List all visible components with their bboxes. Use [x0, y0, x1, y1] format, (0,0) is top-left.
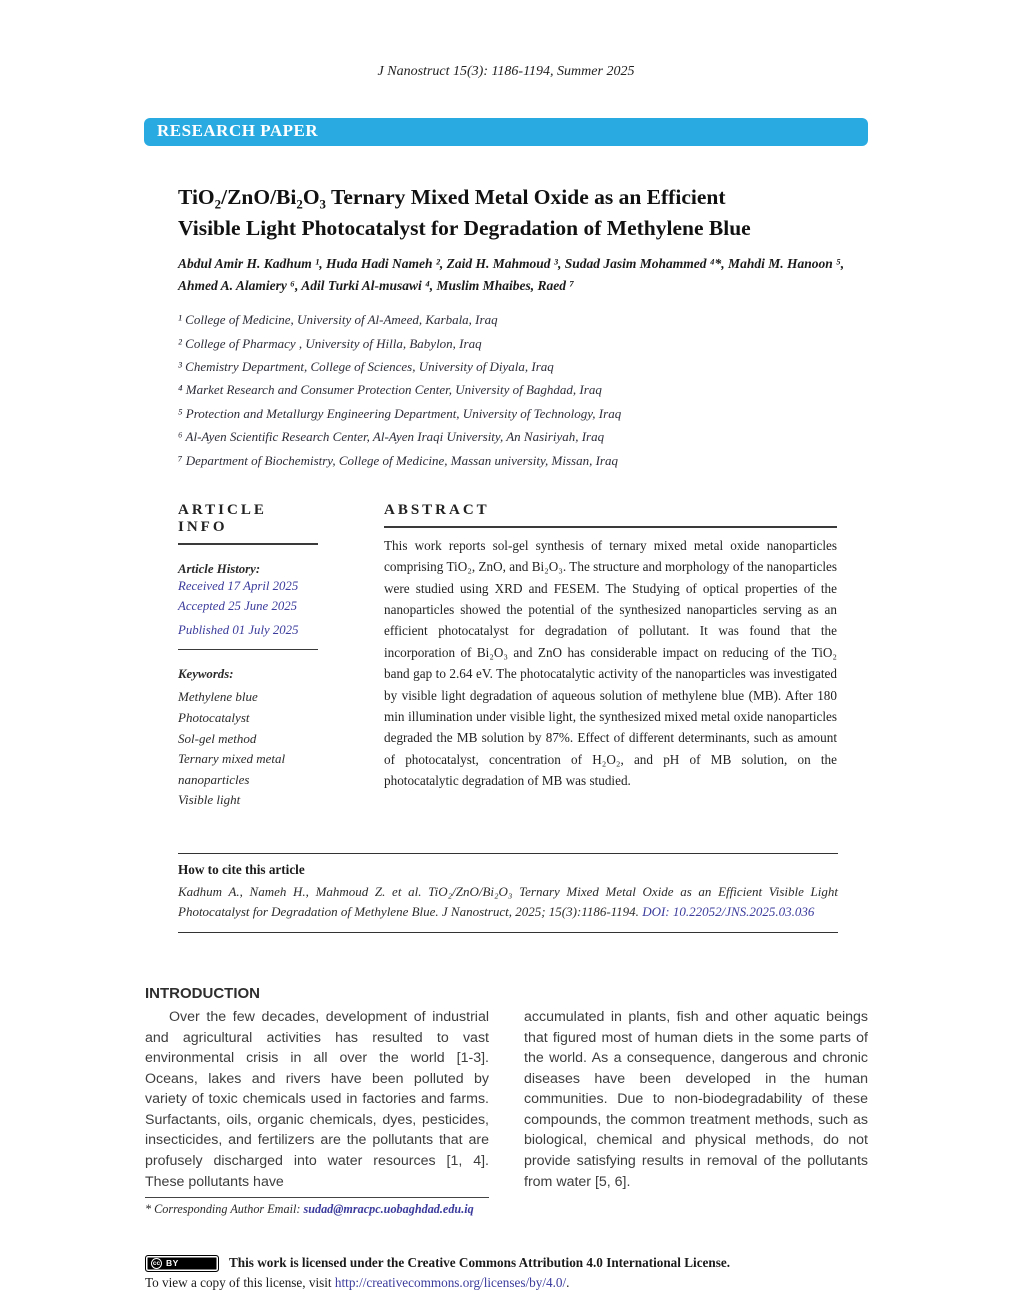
affiliation-7: ⁷ Department of Biochemistry, College of Medicine, Massan university, Missan, Iraq	[178, 452, 618, 468]
keyword-3: Sol-gel method	[178, 730, 257, 746]
introduction-column-left	[145, 1007, 489, 1219]
citation-heading: How to cite this article	[178, 861, 305, 877]
corresponding-author-footnote	[145, 1197, 489, 1219]
introduction-text-right: accumulated in plants, fish and other aquatic beings that figured most of human diets in the some parts of the world. As a consequence, dangerous and chronic diseases have been developed in the human communities. Due to non-biodegradability of these compounds, the common treatment methods, such as biological, chemical and physical methods, do not provide satisfying results in removal of the pollutants from water [5, 6].	[524, 1008, 868, 1190]
article-history-dates	[178, 577, 318, 640]
keyword-2: Photocatalyst	[178, 709, 250, 725]
introduction-section	[145, 985, 868, 1219]
license-url-link[interactable]: http://creativecommons.org/licenses/by/4.0/	[334, 1274, 567, 1290]
research-paper-banner: RESEARCH PAPER	[144, 118, 868, 146]
published-date: Published 01 July 2025	[178, 622, 299, 637]
license-link-prefix: To view a copy of this license, visit	[145, 1274, 335, 1290]
article-info-heading: ARTICLE INFO	[178, 502, 318, 545]
introduction-heading: INTRODUCTION	[145, 984, 260, 1002]
citation-block	[178, 853, 838, 933]
introduction-text-left: Over the few decades, development of industrial and agricultural activities has resulted to vast environmental crisis in all over the world [1-3]. Oceans, lakes and rivers have been polluted by variety of toxic chemicals used in factories and farms. Surfactants, oils, organic chemicals, dyes, pesticides, insecticides, and fertilizers are the pollutants that are profusely discharged into water resources [1, 4]. These pollutants have	[145, 1008, 489, 1190]
affiliation-6: ⁶ Al-Ayen Scientific Research Center, Al-Ayen Iraqi University, An Nasiriyah, Iraq	[178, 429, 605, 445]
journal-header-line: J Nanostruct 15(3): 1186-1194, Summer 2025	[377, 64, 635, 79]
abstract-text: This work reports sol-gel synthesis of ternary mixed metal oxide nanoparticles comprising TiO₂, ZnO, and Bi₂O₃. The structure and morphology of the nanoparticles were studied using XRD and FESEM. The Studying of optical properties of the nanoparticles showed the potential of the synthesized nanoparticles serving as an efficient photocatalyst for degradation of pollutant. It was found that the incorporation of Bi₂O₃ and ZnO has considerable impact on reducing of the TiO₂ band gap to 2.64 eV. The photocatalytic activity of the nanoparticles was investigated by visible light degradation of aqueous solution of methylene blue (MB). After 180 min illumination under visible light, the synthesized mixed metal oxide nanoparticles degraded the MB solution by 87%. Effect of different determinants, such as amount of photocatalyst, concentration of H₂O₂, and pH of MB solution, on the photocatalytic degradation of MB was studied.	[384, 537, 837, 789]
history-divider	[178, 649, 318, 650]
footnote-label: * Corresponding Author Email:	[145, 1202, 304, 1217]
abstract-heading: ABSTRACT	[384, 502, 837, 528]
keywords-label: Keywords:	[178, 667, 234, 682]
received-date: Received 17 April 2025	[178, 578, 299, 593]
keyword-list	[178, 687, 318, 810]
affiliation-1: ¹ College of Medicine, University of Al-Ameed, Karbala, Iraq	[178, 312, 498, 328]
license-block	[145, 1255, 868, 1291]
license-link-line	[145, 1275, 868, 1291]
cc-by-badge-icon	[145, 1255, 219, 1272]
affiliation-5: ⁵ Protection and Metallurgy Engineering Department, University of Technology, Iraq	[178, 405, 622, 421]
email-link[interactable]: sudad@mracpc.uobaghdad.edu.iq	[303, 1202, 474, 1217]
accepted-date: Accepted 25 June 2025	[178, 598, 298, 613]
keyword-1: Methylene blue	[178, 689, 258, 705]
author-list: Abdul Amir H. Kadhum ¹, Huda Hadi Nameh ², Zaid H. Mahmoud ³, Sudad Jasim Mohammed ⁴*, Mahdi M. Hanoon ⁵, Ahmed A. Alamiery ⁶, Adil Turki Al-musawi ⁴, Muslim Mhaibes, Raed ⁷	[178, 256, 845, 293]
keyword-4: Ternary mixed metal nanoparticles	[178, 751, 286, 787]
article-title	[178, 182, 862, 243]
affiliation-list	[178, 308, 862, 472]
citation-body: Kadhum A., Nameh H., Mahmoud Z. et al. TiO₂/ZnO/Bi₂O₃ Ternary Mixed Metal Oxide as an Efficient Visible Light Photocatalyst for Degradation of Methylene Blue. J Nanostruct, 2025; 15(3):1186-1194.	[178, 883, 838, 919]
cc-by-label: BY	[166, 1258, 179, 1269]
citation-text	[178, 882, 838, 922]
doi-link[interactable]: DOI: 10.22052/JNS.2025.03.036	[642, 903, 815, 919]
article-title-line1: TiO₂/ZnO/Bi₂O₃ Ternary Mixed Metal Oxide as an Efficient	[178, 185, 726, 209]
info-abstract-section	[178, 502, 837, 811]
affiliation-4: ⁴ Market Research and Consumer Protection Center, University of Baghdad, Iraq	[178, 382, 602, 398]
cc-circle-icon: cc	[152, 1259, 161, 1267]
abstract-column	[384, 502, 837, 811]
affiliation-3: ³ Chemistry Department, College of Sciences, University of Diyala, Iraq	[178, 359, 554, 374]
affiliation-2: ² College of Pharmacy , University of Hilla, Babylon, Iraq	[178, 335, 482, 351]
article-title-line2: Visible Light Photocatalyst for Degradation of Methylene Blue	[178, 215, 751, 240]
introduction-column-right	[524, 1007, 868, 1219]
keyword-5: Visible light	[178, 792, 241, 808]
license-statement: This work is licensed under the Creative Commons Attribution 4.0 International License.	[229, 1255, 731, 1271]
license-link-suffix: .	[566, 1274, 570, 1290]
article-history-label: Article History:	[178, 561, 261, 576]
article-info-column	[178, 502, 318, 811]
